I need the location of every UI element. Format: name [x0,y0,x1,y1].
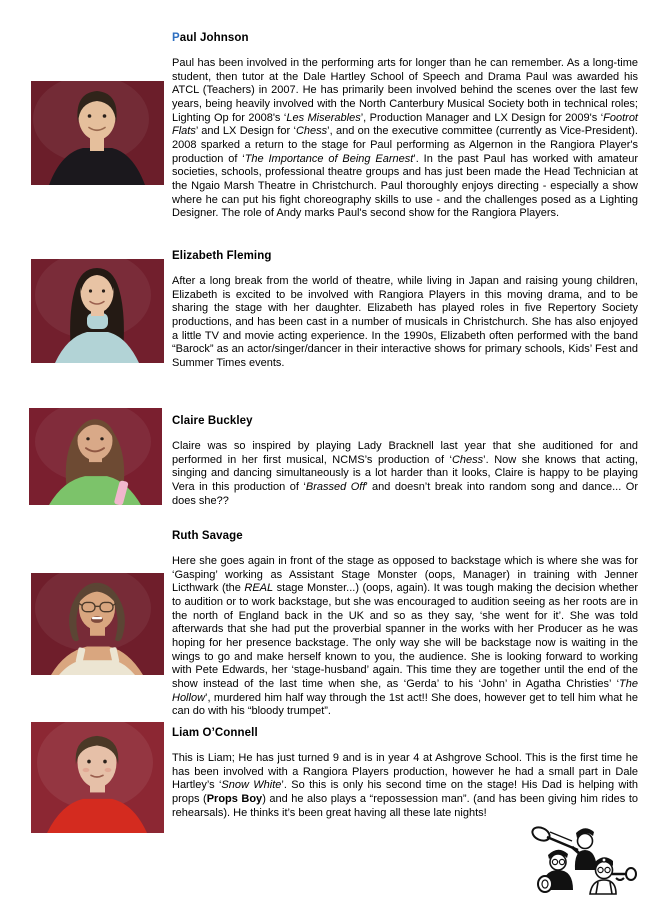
cast-member-bio: Claire was so inspired by playing Lady Bracknell last year that she auditioned for and performed in her first musical, NCMS’s production of ‘Chess’. Now she knows that acting, singing and dancing simultaneously is a lot harder than it looks, Claire is happy to be playing Vera in this production of ‘Brassed Off’ and doesn’t break into random song and dance... Or does she?? [172,440,639,507]
name-first-letter: L [172,727,180,739]
cast-member-bio: Paul has been involved in the performing arts for longer than he can remember. As a long-time student, then tutor at the Dale Hartley School of Speech and Drama Paul was awarded his ATCL (Teachers) in 2007. He has primarily been involved behind the scenes over the last few years, being heavily involved with the North Canterbury Musical Society both in technical roles; Lighting Op for 2008's ‘Les Miserables’, Production Manager and LX Design for 2009's ‘Footrot Flats’ and LX Design for ‘Chess’, and on the executive committee (currently as Vice-President). 2008 sparked a return to the stage for Paul performing as Algernon in the Rangiora Player's production of ‘The Importance of Being Earnest’. In the past Paul has worked with amateur societies, schools, professional theatre groups and has just been made the Head Technician at the Ngaio Marsh Theatre in Christchurch. Paul thoroughly enjoys directing - especially a show where he can put his fight choreography skills to use - and the challenges posed as a Lighting Designer. The role of Andy marks Paul's second show for the Rangiora Players. [172,57,638,220]
cast-member-bio: Here she goes again in front of the stage as opposed to backstage which is where she was for ‘Gasping’ working as Assistant Stage Monster (oops, Manager) in training with Jenner Licthwark (the REAL stage Monster...) (oops, again). It was tough making the decision whether to audition or to work backstage, but she was encouraged to audition seeing as her roots are in the north of England back in the UK and so as they say, ‘she went for it’. She was told afterwards that she had put the proverbial spanner in the works with her Producer as he was hoping for her presence backstage. The only way she will be backstage now is waiting in the wings to go and make herself known to you, the audience. She is looking forward to working with Pete Edwards, her ‘stage-husband’ again. This time they are together until the end of the show instead of the last time when she, as ‘Gerda’ to his ‘John’ in Agatha Christies’ ‘The Hollow’, murdered him half way through the 1st act!! She does, however get to tell him what he can do with his “bloody trumpet”. [172,555,638,718]
cast-member-name [172,32,638,44]
photo-claire-buckley [29,408,162,505]
section-elizabeth-fleming [172,250,638,371]
cast-member-bio: This is Liam; He has just turned 9 and is in year 4 at Ashgrove School. This is the first time he has been involved with a Rangiora Players production, however he had a small part in Dale Hartley’s ‘Snow White’. So this is only his second time on the stage! His Dad is helping with props (Props Boy) and he also plays a “repossession man”. (and has been giving him rides to rehearsals). He thinks it’s been great having all these late nights! [172,752,638,819]
section-ruth-savage [172,530,638,719]
cast-member-name [172,530,638,542]
name-rest: lizabeth Fleming [179,250,272,262]
portrait-illustration [31,81,164,185]
name-first-letter: E [172,250,180,262]
name-rest: iam O’Connell [179,727,258,739]
photo-ruth-savage [31,573,164,675]
photo-paul-johnson [31,81,164,185]
brass-band-clipart [528,824,640,896]
name-first-letter: P [172,32,180,44]
portrait-illustration [31,722,164,833]
section-liam-oconnell [172,727,638,820]
name-first-letter: C [172,415,181,427]
brass-band-illustration [528,824,640,896]
section-paul-johnson [172,32,638,221]
name-rest: uth Savage [180,530,243,542]
name-rest: laire Buckley [180,415,253,427]
name-rest: aul Johnson [179,32,249,44]
cast-member-name [172,250,638,262]
photo-liam-oconnell [31,722,164,833]
portrait-illustration [31,259,164,363]
cast-member-bio: After a long break from the world of theatre, while living in Japan and raising young children, Elizabeth is excited to be involved with Rangiora Players in this moving drama, and to be sharing the stage with her daughter. Elizabeth has played roles in five Repertory Society productions, and has been cast in a number of musicals in Christchurch. She has also enjoyed a little TV and movie acting experience. In the 1990s, Elizabeth often performed with the band “Barock” as an actor/singer/dancer in their interactive shows for primary schools, Kids’ Fest and Summer Times events. [172,275,638,369]
photo-elizabeth-fleming [31,259,164,363]
portrait-illustration [29,408,162,505]
section-claire-buckley [172,415,638,508]
cast-member-name [172,727,638,739]
portrait-illustration [31,573,164,675]
name-first-letter: R [172,530,181,542]
cast-member-name [172,415,638,427]
